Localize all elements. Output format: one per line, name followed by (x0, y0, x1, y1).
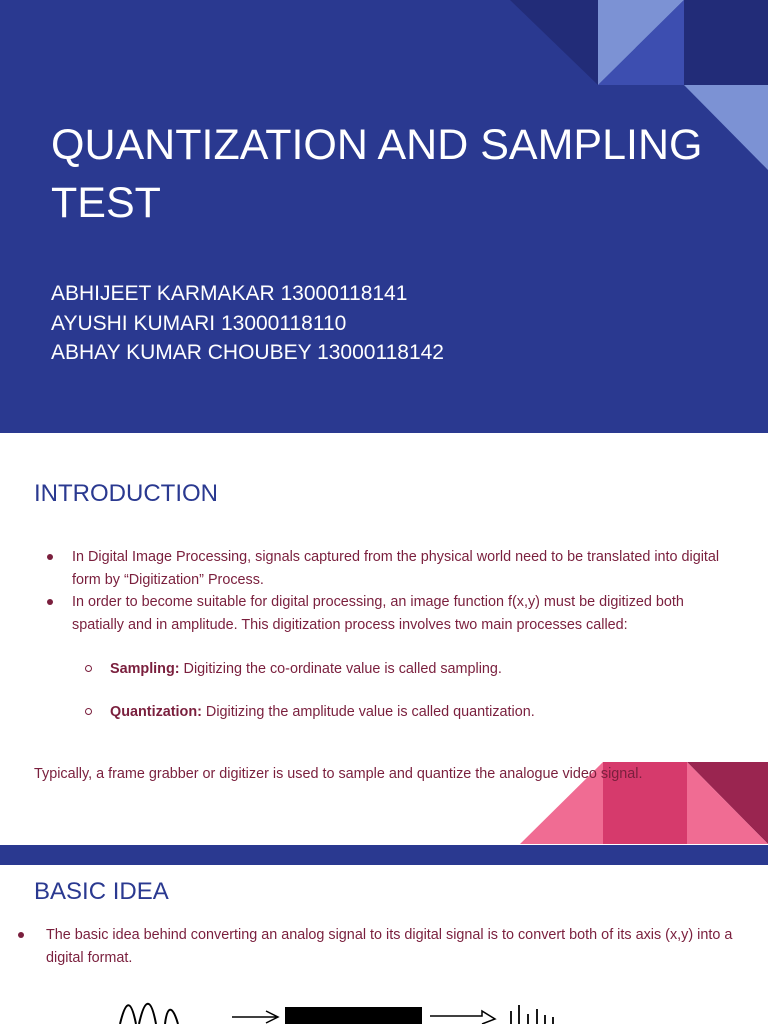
sub-bullet-quantization (110, 701, 730, 723)
author-item: ABHAY KUMAR CHOUBEY 13000118142 (51, 341, 444, 364)
list-item (72, 546, 732, 591)
basic-idea-slide (0, 845, 768, 1024)
author-item: AYUSHI KUMARI 13000118110 (51, 311, 347, 335)
deco-square-dark (684, 0, 768, 85)
introduction-heading: INTRODUCTION (34, 480, 218, 507)
analog-wave (120, 1004, 178, 1024)
page-title: QUANTIZATION AND SAMPLING TEST (51, 121, 703, 227)
bullet-icon (18, 932, 24, 938)
title-slide (0, 0, 768, 433)
analog-to-digital-figure (0, 995, 768, 1024)
digital-samples (511, 1005, 553, 1024)
bullet-icon (47, 599, 53, 605)
bullet-icon (47, 554, 53, 560)
list-item (72, 591, 732, 636)
author-item: ABHIJEET KARMAKAR 13000118141 (51, 282, 408, 305)
sub-bullet-term: Sampling: (110, 661, 180, 677)
closing-paragraph: Typically, a frame grabber or digitizer is used to sample and quantize the analogue video signal. (34, 766, 643, 782)
sub-bullet-term: Quantization: (110, 704, 202, 720)
list-item-text: The basic idea behind converting an analog signal to its digital signal is to convert both of its axis (x,y) into a digital format. (46, 927, 733, 966)
arrow-right (430, 1011, 495, 1024)
list-item (46, 924, 746, 969)
introduction-slide (0, 433, 768, 845)
sub-bullet-sampling (110, 658, 730, 680)
circle-bullet-icon (85, 708, 92, 715)
basic-idea-heading: BASIC IDEA (34, 878, 169, 905)
basic-idea-bullet-list (46, 924, 746, 969)
converter-block (285, 1007, 422, 1024)
list-item-text: In Digital Image Processing, signals captured from the physical world need to be translated into digital form by “Digitization” Process. (72, 549, 720, 588)
circle-bullet-icon (85, 665, 92, 672)
sub-bullet-text: Digitizing the co-ordinate value is called sampling. (179, 661, 502, 677)
deco-triangle-dark (510, 0, 598, 85)
arrow-left (232, 1011, 278, 1023)
author-list (51, 279, 444, 368)
header-band (0, 845, 768, 865)
sub-bullet-text: Digitizing the amplitude value is called quantization. (201, 704, 535, 720)
list-item-text: In order to become suitable for digital processing, an image function f(x,y) must be digitized both spatially and in amplitude. This digitization process involves two main processes called: (72, 594, 684, 633)
introduction-bullet-list (72, 546, 732, 636)
